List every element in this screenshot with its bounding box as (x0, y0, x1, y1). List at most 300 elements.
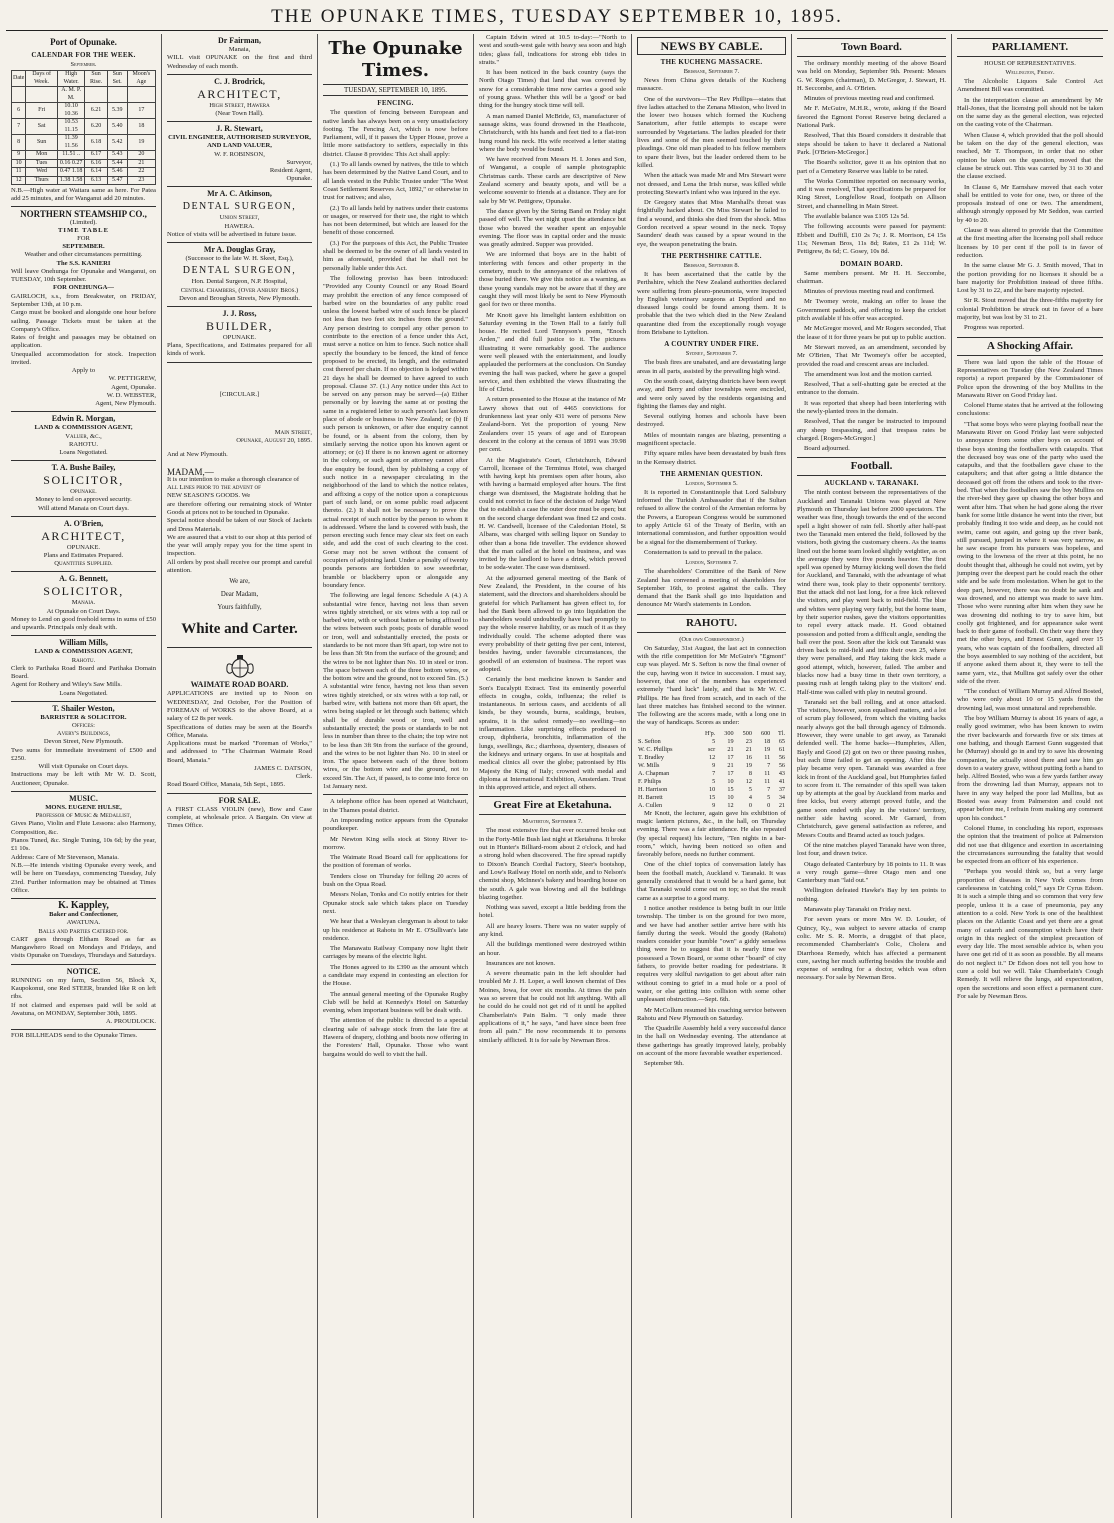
ross-ad (167, 307, 312, 363)
rahotu-heading: RAHOTU. (637, 614, 786, 633)
bailey-line-2: Money to lend on approved security. (35, 496, 132, 504)
table-row (12, 168, 156, 177)
kappley-ad (11, 899, 156, 965)
kucheng-heading: THE KUCHENG MASSACRE. (660, 58, 763, 66)
paragraph: Several outlying homes and schools have been destroyed. (637, 413, 786, 429)
steamship-for-onehunga: FOR ONEHUNGA— (53, 284, 114, 292)
table-row (637, 762, 786, 770)
table-cell: 16 (745, 753, 752, 761)
paragraph: When Clause 4, which provided that the poll should be taken on the day of the general election, was reached, Mr T. Thompson, in order that no other opinion be taken on the question, moved that the clause be struck out. This was carried by 31 to 30 and the clause excised. (957, 131, 1103, 181)
paragraph: Resolved, That the ranger be instructed to impound any sheep trespassing, and that trespass rates be charged. [Rogers-McGregor.] (797, 418, 946, 442)
table-row (637, 778, 786, 786)
cal-header: Date (12, 71, 26, 87)
paragraph: The shareholders' Committee of the Bank of New Zealand has convened a meeting of shareholders for September 16th, to protest against the calls. They demand that the Bank shall go into liquidation and denounce Mr Ward's statements in London. (637, 568, 786, 609)
music-line-1: Professor of Music & Medallist, (35, 812, 132, 820)
table-cell: 9 (712, 801, 716, 809)
table-cell: 5.43 (107, 151, 127, 160)
mills-name: William Mills, (59, 638, 108, 648)
paragraph: We hear that a Wesleyan clergyman is about to take up his residence at Rahotu in Mr E. O'Sullivan's late residence. (323, 918, 468, 942)
shocking-affair-article (957, 359, 1103, 1002)
bennett-line-1: Manaia. (71, 599, 96, 607)
bennett-name: A. G. Bennett, (59, 574, 108, 584)
paragraph: The following accounts were passed for payment: Ebbett and Duffill, £10 2s 7s; J. R. Morrison, £4 15s 11s; Newman Bros, 11s 8d; Rates, £1 2s 11d; W. Pettigrew, 8s 6d; C. Gosey, 10s 8d. (797, 223, 946, 256)
paragraph: We have received from Messrs H. I. Jones and Son, of Wanganui, a couple of sample photographic Christmas cards. These cards are descriptive of New Zealand scenery and beauty spots, and will be a welcome souvenir to friends at a distance. They are for sale by Mr W. Pettigrew, Opunake. (479, 156, 626, 205)
paragraph: A man named Daniel McBride, 63, manufacturer of sausage skins, was found drowned in the Heathcote, Christchurch, with his hands and feet tied to a flat-iron hung round his neck. His wife received a letter stating where the body would be found. (479, 112, 626, 153)
atkinson-line-3: Notice of visits will be advertised in future issue. (167, 230, 297, 238)
table-cell: Wed (26, 168, 58, 177)
paragraph: There was laid upon the table of the House of Representatives on Tuesday (the New Zealand Times reports) a report prepared by the Commissioner of Police upon the drowning of the boy Mullins in the Manawatu River on Good Friday last. (957, 358, 1103, 399)
weston-line-4: Two sums for immediate investment of £500 and £250. (11, 746, 156, 762)
shocking-affair-heading: A Shocking Affair. (957, 337, 1103, 356)
paragraph: The question of fencing between European and native lands has always been on a very unsatisfactory footing. The Fencing Act, which is now before Parliament, will, if it passes the Upper House, prove a little more satisfactory to settlers, especially in this district. Clause 8 provides: This Act shall apply: (323, 109, 468, 158)
paragraph: It has been noticed in the back country (says the North Otago Times) that land that was covered by snow for a considerable time now carries a good sole of young grass. Whether this will be a 'good' or bad thing for the hungry stock time will tell. (479, 69, 626, 110)
rahotu-article-continued (637, 810, 786, 1069)
gray-ad (167, 243, 312, 307)
table-cell: 12 (727, 801, 734, 809)
paragraph: Same members present. Mr H. H. Seccombe, chairman. (797, 269, 946, 285)
paragraph: At the Magistrate's Court, Christchurch, Edward Carroll, licensee of the Terminus Hotel, was charged with having kept his premises open after hours, also with having a barmaid employed after hours. The first charge was dismissed, the Magistrate holding that he could not convict in face of the decision of Judge Ward that to establish a case the outer door must be open; but on the second charge defendant was fined £2 and costs. H. W. Candwell, licensee of the Caledonian Hotel, St Albans, was charged with selling liquor on Sunday to other than a bona fide traveller. The evidence showed that the man called at the hotel on business, and was invited by the landlord to have a drink, which proved to be soda-water. The case was dismissed. (479, 456, 626, 572)
ross-line-2: Plans, Specifications, and Estimates prepared for all kinds of work. (167, 342, 312, 358)
waimate-ad (167, 648, 312, 793)
steamship-cargo: Cargo must be booked and alongside one hour before sailing. Passage Tickets must be taken at the Company's Office. (11, 309, 156, 333)
paragraph: The Board's solicitor, gave it as his opinion that no part of a Cemetery Reserve was liable to be rated. (797, 159, 946, 175)
table-cell: 17 (727, 769, 734, 777)
table-cell: 5 (712, 777, 716, 785)
paragraph: An impounding notice appears from the Opunake poundkeeper. (323, 816, 468, 833)
table-cell: 9 (712, 761, 716, 769)
weston-trade: BARRISTER & SOLICITOR. (40, 713, 127, 721)
paragraph: Messrs Nolan, Tonks and Co notify entries for their Opunake stock sale which takes place on Tuesday next. (323, 891, 468, 915)
paragraph: A severe rheumatic pain in the left shoulder had troubled Mr J. H. Loper, a well known chemist of Des Moines, Iowa, for over six months. At times the pain was so severe that he could not lift anything. With all he could do he could not get rid of it until he applied Chamberlain's Pain Balm. "I only made three applications of it," he says, "and have since been free from all pain." He now recommends it to persons similarly afflicted. It is for sale by Newman Bros. (479, 970, 626, 1044)
circular-label: [CIRCULAR.] (219, 390, 260, 398)
domain-board-article (797, 270, 946, 454)
music-line-5: N.B.—He intends visiting Opunake every week, and will be here on Tuesdays, commencing Tuesday, July 23rd. Further information may be obtained at Times Office. (11, 861, 156, 894)
kucheng-article (637, 77, 786, 249)
stewart-line-4: Opunake. (286, 175, 312, 183)
paragraph: Wellington defeated Hawke's Bay by ten points to nothing. (797, 887, 946, 903)
fairman-body: WILL visit OPUNAKE on the first and third Wednesday of each month. (167, 54, 312, 70)
town-board-heading: Town Board. (797, 38, 946, 57)
paragraph: At the adjourned general meeting of the Bank of New Zealand, the President, in the course of his statement, said the directors and shareholders should be grateful for which Parliament has given effect to, for had the Bank been allowed to go into liquidation the shareholders would undoubtedly have had promptly to pay the whole reserve liability, or as much of it as they individually could. The scheme adopted there was every probability of their getting five per cent, interest, besides having, under favorable circumstances, the goodwill of an extension of business. The report was adopted. (479, 574, 626, 673)
general-news (479, 34, 626, 792)
circular-para-5: Special notice should be taken of our Stock of Jackets and Dress Materials. (167, 517, 312, 533)
obrien-trade: ARCHITECT, (41, 528, 126, 543)
paragraph: The Waimate Road Board call for applications for the position of foreman of works. (323, 854, 468, 870)
brodrick-ad (167, 75, 312, 122)
fairman-name: Dr Fairman, (218, 36, 261, 45)
parliament-subheading: HOUSE OF REPRESENTATIVES. (984, 60, 1076, 67)
mills-line-2: Clerk to Parihaka Road Board and Parihaka Domain Board. (11, 664, 156, 681)
table-cell: 5.40 (107, 119, 127, 135)
table-cell: 19 (745, 761, 752, 769)
mills-line-3: Agent for Rothery and Wiley's Saw Mills. (11, 681, 122, 689)
table-cell: 0 (767, 801, 771, 809)
table-cell: 56 (778, 753, 785, 761)
bailey-name: T. A. Bushe Bailey, (51, 463, 116, 473)
table-cell: 10.10 10.36 (57, 103, 84, 119)
steamship-agent-1: W. PETTIGREW, (108, 375, 156, 383)
paragraph: "That some boys who were playing football near the Manawatu River on Good Friday last were subjected to annoyance from some other boys on account of these boys stoning the footballers with catapults. That the deceased boy was one of the party who used the catapults, and that the footballers gave chase to the catapulters; and that after going a little distance the deceased got off from the others and took to the river-bed. That when the footballers saw the boy Mullins on the river-bed they gave up chasing the other boys and went after him. That when he had gone along the river bank for some little distance he went into the river, but probably finding it too wide and deep, as he could not swim, came out again, and going up the river bank, still pursued, jumped in where it was very narrow, as he saw escape from his pursuers was hopeless, and owing to the lowness of the river at this point, he no doubt thought that, although he could not swim, yet by jumping over the deepest part he could reach the other side and be safe from molestation. When he got to the deep part, however, there was no doubt he sank and was drowned, and no attempt was made to save him. Those who were running after him when they saw he was drowning did nothing to try to save him, but coolly got frightened, and for appearance sake went back to their game of football. On their way there they met the other boys, and Ernest Gunn, aged over 15 years, who was captain of the footballers, directed all the boys assembled to say nothing of the accident, but if anyone asked them about it, they were to tell the same yarn, viz., that Mullins got safely over the other side of the river. (957, 420, 1103, 685)
notice-title: NOTICE. (66, 966, 101, 976)
paragraph: We are informed that boys are in the habit of interfering with fences and other property in the cemetery, much to the annoyance of the relatives of those buried there. We give this notice as a warning, as these young vandals may not be aware that if they are caught they will most likely be sent to New Plymouth gaol for two or three months. (479, 251, 626, 309)
waimate-signature-role: Clerk. (295, 773, 312, 781)
kappley-line-2: Balls and Parties Catered for. (38, 927, 129, 935)
table-cell: 10 (12, 159, 26, 168)
table-cell: 18 (764, 737, 771, 745)
steamship-rates: Rates of freight and passages may be obtained on application. (11, 334, 156, 350)
perthshire-heading: THE PERTHSHIRE CATTLE. (661, 251, 762, 260)
brodrick-name: C. J. Brodrick, (214, 76, 265, 86)
table-cell: 34 (778, 793, 785, 801)
paragraph: Of the nine matches played Taranaki have won three, lost four, and drawn twice. (797, 841, 946, 858)
table-cell: 8 (12, 135, 26, 151)
local-news (323, 798, 468, 1059)
paragraph: In the same clause Mr G. J. Smith moved, That in the portion providing for no licenses it should be a bare majority for Prohibition instead of three fifths. Lost by 31 to 22, and the bare majority rejected. (957, 262, 1103, 295)
table-cell: 11 (764, 753, 771, 761)
divider (323, 794, 468, 795)
table-cell: 5 (712, 737, 716, 745)
domain-board-heading: DOMAIN BOARD. (840, 259, 903, 268)
paragraph: One of the chief topics of conversation lately has been the football match, Auckland v. Taranaki. It was generally considered that it would be a hard game, but that Taranaki would come out on top; so that the result came as a surprise to a good many. (637, 861, 786, 902)
weston-line-6: Instructions may be left with Mr W. D. Scott, Auctioneer, Opunake. (11, 771, 156, 787)
column-6 (792, 34, 952, 1518)
music-title: MUSIC. (69, 794, 98, 804)
stewart-line-3: Resident Agent, (269, 167, 312, 175)
country-fire-place: Sydney, September 7. (685, 350, 738, 358)
paragraph: Mr Knott, the lecturer, again gave his exhibition of magic lantern pictures, &c., in the hall, on Thursday evening. There was a fair attendance. He also repeated (by special request) his lecture, "Ten nights in a bar-room," which, having been noticed so often and favorably before, needs no further comment. (637, 809, 786, 859)
cal-header: Sun Set. (107, 71, 127, 87)
table-cell: 19 (127, 135, 155, 151)
notice-body-2: If not claimed and expenses paid will be sold at Awatuna, on MONDAY, September 30th, 1895. (11, 1001, 156, 1017)
paragraph: Colonel Hume, in concluding his report, expresses the opinion that the treatment of police at Palmerston did not use that diligence and exertion in ascertaining the circumstances surrounding the fatality that would be expected from an officer of his experience. (957, 824, 1103, 866)
stewart-line-2: Surveyor, (286, 158, 312, 166)
paragraph: Otago defeated Canterbury by 18 points to 11. It was a very rough game—three Otago men and one Canterbury man "laid out." (797, 860, 946, 885)
paragraph: The Hones agreed to its £390 as the amount which a candidate may expend in contesting an election for the House. (323, 963, 468, 988)
steamship-agent-2: W. D. WEBSTER, (106, 391, 156, 399)
table-cell: 5.39 (107, 103, 127, 119)
table-cell: 12 (12, 176, 26, 185)
table-cell: 21 (727, 745, 734, 753)
billheads-ad (11, 1030, 156, 1043)
fencing-article (323, 109, 468, 791)
paragraph: Dr Gregory states that Miss Marshall's throat was frightfully hacked about. On Miss Stewart he failed to find a wound, and thinks she died from the shock. Miss Gordon received a spear wound in the neck. Topsy Saunders' death was caused by a spear wound in the eye, the weapon penetrating the brain. (637, 199, 786, 248)
rahotu-correspondent: (Our own Correspondent.) (679, 635, 744, 643)
table-cell: 6 (12, 103, 26, 119)
table-cell: 7 (12, 119, 26, 135)
weston-name: T. Shailer Weston, (52, 703, 115, 713)
table-cell: S. Sefton (638, 737, 661, 745)
kappley-trade: Baker and Confectioner, (49, 911, 118, 919)
table-cell: A. Chapman (638, 769, 670, 777)
paragraph: Sir R. Stout moved that the three-fifths majority for colonial Prohibition be struck out in favor of a bare majority, but was lost by 31 to 21. (957, 297, 1103, 322)
paragraph: The attention of the public is directed to a special clearing sale of salvage stock from the late fire at Hawera of drapery, clothing and boots now offering in the Foresters' Hall, Opunake. Those who want bargains would do well to visit the hall. (323, 1017, 468, 1058)
paragraph: The bush fires are unabated, and are devastating large areas in all parts, assisted by the prevailing high wind. (637, 359, 786, 375)
table-cell: 9 (12, 151, 26, 160)
for-sale-title: FOR SALE. (218, 795, 261, 805)
weston-line-2: Avery's Buildings, (56, 730, 111, 738)
paragraph: Colonel Hume states that he arrived at the following conclusions: (957, 402, 1103, 418)
cal-header: Days of Week. (26, 71, 58, 87)
obrien-line-3: Quantities Supplied. (54, 560, 113, 568)
obrien-line-2: Plans and Estimates Prepared. (43, 551, 124, 559)
perthshire-place: Brisbane, September 8. (683, 261, 740, 269)
table-cell: 65 (778, 737, 785, 745)
stewart-trade: CIVIL ENGINEER, AUTHORISED SURVEYOR, AND LAND VALUER, (168, 134, 311, 150)
town-board-article (797, 60, 946, 257)
music-line-2: Gives Piano, Violin and Flute Lessons: also Harmony, Composition, &c. (11, 820, 156, 836)
paragraph: Certainly the best medicine known is Sander and Son's Eucalypti Extract. Test its eminently powerful effects in coughs, colds, influenza; the relief is instantaneous. In serious cases, and accidents of all kinds, be they wounds, burns, scaldings, bruises, sprains, it is the safest remedy—no swelling—no inflammation. Like surprising effects produced in croup, diphtheria, bronchitis, inflammation of the lungs, swellings, &c.; diarrhoea, dysentery, diseases of the kidneys and urinary organs. In use at hospitals and medical clinics all over the globe; patronised by His Majesty the King of Italy; crowned with medal and diploma at International Exhibition, Amsterdam. Trust in this approved article, and reject all others. (479, 676, 626, 792)
paragraph: Insurances are not known. (486, 959, 556, 967)
paragraph: Clause 8 was altered to provide that the Committee at the first meeting after the licensing poll shall reduce licenses by 10 per cent if the poll is in favor of reduction. (957, 227, 1103, 259)
country-fire-heading: A COUNTRY UNDER FIRE. (664, 340, 759, 349)
steamship-ad (11, 206, 156, 413)
circular-para-2: All Lines prior to the advent of (167, 484, 261, 492)
football-article (797, 489, 946, 982)
paragraph: Minutes of previous meeting read and confirmed. (804, 95, 935, 103)
cable-heading: NEWS BY CABLE. (637, 37, 786, 55)
circular-para-3: NEW SEASON'S GOODS. We (167, 492, 251, 500)
gray-line-2: Central Chambers, (Over Anbury Bros.) (180, 286, 299, 294)
atkinson-name: Mr A. C. Atkinson, (207, 189, 272, 199)
paragraph: The Quadrille Assembly held a very successful dance in the hall on Wednesday evening. The attendance at these gatherings has greatly improved lately, probably on account of the more favorable weather experienced. (637, 1025, 786, 1058)
armenian-heading: THE ARMENIAN QUESTION. (660, 469, 763, 478)
table-row (12, 151, 156, 160)
cal-header: Moon's Age (127, 71, 155, 87)
table-cell: Sun (26, 135, 58, 151)
gray-trade: DENTAL SURGEON, (182, 265, 297, 277)
armenian-article (637, 489, 786, 557)
paragraph: The following are legal fences: Schedule A (4.) A substantial wire fence, having not less than seven wires tightly stretched, or six wires with a top rail or barbed wire, with or without batten or being affixed to the wires between such posts; posts of durable wood or iron, well and substantially erected, the posts or standards to be not more than 9ft apart, top wire not to be less than 3ft 9in from the surface of the ground; and the wires to be not lighter than No. 10 in steel or iron. The space between each of the three bottom wires, or the bottom wire and the ground, not to exceed 5in. (5.) A substantial wire fence, having not less than seven wires tightly stretched, or six wires with a top rail, or barbed wire, with battens not more than 6ft apart, the wires being stapled or let through such battens; which shall be of durable wood or iron, well and substantially erected; the posts or standards to be not less in number than three to the chain; the top wire not to be less than 3ft 9in from the surface of the ground, and the wires to be not lighter than No. 10 in steel or iron. The space between each of the three bottom wires, or the bottom wire and the ground, not to exceed 5in. The Act, if passed, is to come into force on 1st January next. (323, 592, 468, 791)
paragraph: It was reported that sheep had been interfering with the newly-planted trees in the domain. (797, 399, 946, 415)
fire-place: Masterton, September 7. (522, 818, 583, 826)
gray-line-3: Devon and Broughan Streets, New Plymouth. (179, 294, 300, 302)
fencing-heading: FENCING. (377, 99, 414, 108)
kappley-line-3: CART goes through Eltham Road as far as Mangawhero Road on Mondays and Fridays, and visits Opunake on Tuesdays, Thursdays and Saturdays. (11, 935, 156, 960)
calendar-title: CALENDAR FOR THE WEEK. (31, 51, 136, 59)
paragraph: The available balance was £105 12s 5d. (804, 213, 909, 221)
morgan-line-1: Valuer, &c., (65, 432, 102, 440)
paragraph: (3.) For the purposes of this Act, the Public Trustee shall be deemed to be the owner of all lands vested in him as aforesaid, provided that he shall not be personally liable under this Act. (323, 239, 468, 272)
paragraph: Resolved, That this Board considers it desirable that steps should be taken to have it declared a National Park. [O'Brien-McGregor.] (797, 132, 946, 156)
table-row (12, 159, 156, 168)
armenian-place: London, September 5. (685, 479, 738, 487)
country-fire-article (637, 359, 786, 467)
fire-article (479, 827, 626, 1044)
table-cell: 6.20 (85, 119, 107, 135)
circular-ad (167, 363, 312, 649)
paragraph: Consternation is said to prevail in the palace. (644, 548, 763, 556)
table-cell: 23 (127, 176, 155, 185)
waimate-title: WAIMATE ROAD BOARD. (190, 680, 289, 690)
paragraph: The ordinary monthly meeting of the above Board was held on Monday, September 9th. Present: Messrs G. W. Rogers (chairman), D. McGregor, J. Stewart, H. H. Seccombe, and A. O'Brien. (797, 60, 946, 92)
steamship-apply: Apply to (71, 367, 96, 375)
paragraph: In Clause 6, Mr Earnshaw moved that each voter shall be entitled to vote for one, two, or three of the proposals instead of one or two. The amendment, although strongly opposed by Mr Seddon, was carried by 40 to 20. (957, 183, 1103, 224)
kappley-line-1: AWATUNA. (66, 919, 101, 927)
dateline: TUESDAY, SEPTEMBER 10, 1895. (323, 84, 468, 96)
morgan-name: Edwin R. Morgan, (51, 414, 116, 424)
table-cell: 6.18 (85, 135, 107, 151)
ross-trade: BUILDER, (206, 318, 273, 333)
weston-line-1: Offices: (72, 722, 95, 730)
table-cell: 23 (745, 737, 752, 745)
obrien-line-1: OPUNAKE. (66, 543, 101, 551)
paragraph: Manawatu play Taranaki on Friday next. (804, 906, 912, 914)
table-row (637, 802, 786, 810)
paragraph: The Works Committee reported on necessary works, and it was resolved, That specifications be prepared for King Street, Longfellow Road, footpath on Allison Street, and channelling in Main Street. (797, 177, 946, 210)
column-7 (952, 34, 1108, 1518)
fairman-line-1: Manaia, (228, 46, 251, 53)
table-cell: 7 (767, 785, 771, 793)
table-header-cell: 300 (724, 729, 734, 737)
table-row (637, 786, 786, 794)
notice-body: RUNNING on my farm, Section 56, Block X, Kaupokonui, one Red STEER, branded like R on left ribs. (11, 976, 156, 1001)
paragraph: I notice another residence is being built in our little township. The timber is on the ground for two more, and we have had another settler arrive here with his family during the week. Would the goody (Rahotu) readers consider your humble "own" a giddy senseless thing were he to suggest that it is nearly time we possessed a Town Board, or some other "board" of city fathers, to provide better roading for pedestrians. It requires very skilful navigation to get about after rain without coming to grief in a mud hole or a pool of water, or else getting into collision with some other unpleasant obstruction.—Sept. 6th. (637, 904, 786, 1004)
table-cell: 10.53 11.15 (57, 119, 84, 135)
morgan-line-3: Loans Negotiated. (59, 448, 108, 456)
for-sale-body: A FIRST CLASS VIOLIN (new), Bow and Case complete, at wholesale price. A Bargain. On view at Times Office. (167, 805, 312, 830)
atkinson-line-1: Union Street, (219, 214, 260, 222)
table-row (12, 135, 156, 151)
mills-line-4: Loans Negotiated. (59, 689, 108, 697)
circular-para-1: It is our intention to make a thorough clearance of (167, 475, 300, 483)
steamship-timetable: TIME TABLE (58, 226, 109, 234)
masthead: THE OPUNAKE TIMES, TUESDAY SEPTEMBER 10, 1895. (6, 4, 1108, 31)
paragraph: The ninth contest between the representatives of the Auckland and Taranaki Unions was played at New Plymouth on Thursday last before 2000 spectators. The weather was fine, though towards the end of the second spell a light shower of rain fell. Shortly after half-past two the Taranaki men entered the field, followed by the visitors, both giving the customary cheers. As the teams lined out the home team looked slightly weightier, as on the average they were five pounds heavier. The first spell was opened by Murray kicking well down the field for Auckland, and Taranaki, with the advantage of what wind there was, took play to their opponents' territory. But the attack did not last long, for a free kick relieved the visitors, and play went back to mid-field. The blue and whites were playing very fairly, but the home team, by their superior rushes, gave the visitors opportunities to repel every attack made. H. Good obtained possession and potted from a difficult angle, sending the ball over the post. Soon after the kick out Taranaki was driven back to mid-field and into their own 25, where they were penalised, and Hay taking the kick made a good attempt, which, however, failed. The amber and blacks now had a busy time in their own territory, a passing rush at length taking play to the visitors' end. Half-time was called with play in neutral ground. (797, 489, 946, 696)
steamship-name: NORTHERN STEAMSHIP CO., (20, 208, 147, 219)
circular-address-1: Main Street, (274, 428, 312, 436)
table-cell: 11 (764, 769, 771, 777)
steamship-agent-2-place: Agent, New Plymouth. (95, 400, 156, 408)
paragraph: All are heavy losers. There was no water supply of any kind. (479, 922, 626, 938)
table-header-cell: Tl. (777, 729, 785, 737)
atkinson-ad (167, 187, 312, 243)
music-line-3: Pianos Tuned, &c. Single Tuning, 10s 6d; by the year, £1 10s. (11, 837, 156, 853)
music-ad (11, 792, 156, 899)
table-cell: 19 (727, 737, 734, 745)
notice-signature: A. PROUDLOCK. (105, 1018, 156, 1026)
circular-new-plymouth: And at New Plymouth. (167, 451, 228, 459)
cal-header: High Water. (57, 71, 84, 87)
table-cell: W. C. Phillips (638, 745, 673, 753)
kappley-name: K. Kappley, (58, 900, 109, 912)
mills-ad (11, 636, 156, 702)
bailey-line-3: Will attend Manaia on Court days. (38, 504, 129, 512)
table-cell: 41 (778, 777, 785, 785)
paragraph: Board adjourned. (804, 445, 850, 453)
table-cell: W. Mills (638, 761, 660, 769)
stewart-name: J. R. Stewart, (216, 124, 263, 134)
table-cell: 5.46 (107, 168, 127, 177)
table-cell: A. Cullen (638, 801, 663, 809)
paragraph: Resolved, That a self-shutting gate be erected at the entrance to the domain. (797, 381, 946, 397)
royal-crest-icon (223, 653, 257, 679)
table-cell: 11.51 .. (57, 151, 84, 160)
morgan-trade: LAND & COMMISSION AGENT, (34, 424, 133, 432)
table-cell: 20 (127, 151, 155, 160)
table-row (637, 794, 786, 802)
table-cell: 6.14 (85, 168, 107, 177)
bennett-trade: SOLICITOR, (43, 584, 124, 599)
columns (6, 34, 1108, 1518)
ross-line-1: OPUNAKE. (222, 333, 257, 341)
paragraph: "The conduct of William Murray and Alfred Bosted, who were only about 10 or 15 yards from the drowning lad, was most unnatural and reprehensible. (957, 688, 1103, 712)
table-cell: 22 (127, 168, 155, 177)
gray-line-0: (Successor to the late W. H. Skeet, Esq.), (185, 255, 294, 263)
steamship-accommodation: Unequalled accommodation for stock. Inspection invited. (11, 350, 156, 366)
table-cell: H. Barrett (638, 793, 663, 801)
column-4 (474, 34, 632, 1518)
table-cell: Sat (26, 119, 58, 135)
bailey-line-1: Opunake. (70, 488, 97, 496)
weston-line-5: Will visit Opunake on Court days. (38, 763, 129, 771)
steamship-for: FOR (77, 235, 90, 242)
table-header-cell (637, 730, 696, 738)
paragraph: The amendment was lost and the motion carried. (804, 370, 933, 378)
table-cell: 6.13 (85, 176, 107, 185)
paragraph: September 9th. (644, 1060, 684, 1068)
paragraph: Taranaki set the ball rolling, and at once attacked. The visitors, however, soon equalised matters, and a lot of scrum play followed, from which the visiting backs nearly always got the ball through agency of Edmonds. However, they were unable to get away, as Taranaki defended well. The home backs—Humphries, Allen, Bayly and Good (2) got on two or three passing rushes, but each time failed to get an opening. After this the play became very open. Taranaki was awarded a free kick in front of the Auckland goal, but Humphries failed to score from it. The remainder of this spell was taken up by attempts at the goal by Auckland from marks and free kicks, but every attempt proved futile, and the game soon ended with play in the visitors' territory, neither side having scored. Mr Garrard, from Christchurch, gave general satisfaction as referee, and Messrs Coutts and Bramd acted as touch judges. (797, 698, 946, 839)
ross-name: J. J. Ross, (222, 308, 257, 318)
tide-calendar-body (12, 103, 156, 185)
table-cell: 7 (767, 761, 771, 769)
kucheng-place: Brisbane, September 7. (683, 68, 740, 75)
paragraph: Fifty square miles have been devastated by bush fires in the Kemsey district. (637, 450, 786, 466)
paragraph: One of the survivors—The Rev Phillips—states that five ladies attached to the Zenana Mission, who lived in the lower two houses which formed the Kucheng Sanatorium, after futile attempts to escape were surrounded by Vegetarians. The ladies pleaded for their lives and some of the men seemed touched by their pleadings. One old man pleaded to his fellow members to spare their lives, but the leader ordered them to be killed. (637, 95, 786, 169)
circular-madam: MADAM,— (167, 466, 214, 477)
paragraph: Captain Edwin wired at 10.5 to-day:—"North to west and south-west gale with heavy sea soon and high tides; glass fall, indications for strong ebb tides in straits." (479, 34, 626, 66)
steamship-gairloch: GAIRLOCH, s.s., from Breakwater, on FRIDAY, September 13th, at 10 p.m. (11, 292, 156, 308)
table-cell: 4 (748, 793, 752, 801)
column-3 (318, 34, 474, 1518)
table-row (12, 103, 156, 119)
circular-para-4: are therefore offering our remaining stock of Winter Goods at prices not to be touched in Opunake. (167, 500, 312, 516)
paragraph: The Manawatu Railway Company now light their carriages by means of the electric light. (323, 945, 468, 961)
cal-header: Sun Rise. (85, 71, 107, 87)
table-cell: 0.16 0.27 (57, 159, 84, 168)
mills-line-1: Rahotu. (71, 656, 96, 664)
circular-yours: Yours faithfully, (217, 604, 262, 612)
circular-we-are: We are, (229, 578, 250, 586)
obrien-ad (11, 517, 156, 573)
table-cell: 10 (709, 785, 716, 793)
table-cell: 5 (767, 793, 771, 801)
table-cell: 11.39 11.56 (57, 135, 84, 151)
circular-para-6: We are assured that a visit to our shop at this period of the year will amply repay you for the time spent in inspection. (167, 533, 312, 558)
bennett-line-3: Money to Lend on good freehold terms in sums of £50 and upwards. Principals only dealt with. (11, 615, 156, 632)
table-cell: 15 (709, 793, 716, 801)
table-cell: 11 (12, 168, 26, 177)
column-2 (162, 34, 318, 1518)
bailey-trade: SOLICITOR, (43, 473, 124, 488)
brodrick-line-1: High Street, Hawera (209, 101, 270, 109)
morgan-line-2: RAHOTU. (68, 440, 99, 448)
table-cell: F. Philips (638, 777, 662, 785)
bailey-ad (11, 461, 156, 517)
table-cell: 11 (764, 777, 771, 785)
cal-ampm: A. M. P. M. (57, 87, 84, 103)
paragraph: It is reported in Constantinople that Lord Salisbury informed the Turkish Ambassador that if the Sultan refused to allow the control of the Armenian reforms by the Powers, a European Congress would be summoned to apply Article 61 of the Treaty of Berlin, with an international commission, and further opposition would be a signal for the dismemberment of Turkey. (637, 488, 786, 546)
fire-heading: Great Fire at Eketahuna. (479, 796, 626, 815)
circular-para-7: All orders by post shall receive our prompt and careful attention. (167, 558, 312, 575)
table-cell: 21 (727, 761, 734, 769)
rifle-scores-table (637, 730, 786, 810)
table-cell: 18 (127, 119, 155, 135)
table-cell: 61 (778, 745, 785, 753)
parliament-article (957, 78, 1103, 333)
table-cell: Mon (26, 151, 58, 160)
table-header-cell: 500 (742, 729, 752, 737)
paragraph: For seven years or more Mrs W. D. Louder, of Quincy, Ky., was subject to severe attacks of cramp colic. Mr S. R. Morris, a druggist of that place, recommended Chamberlain's Colic, Cholera and Diarrhoea Remedy, which has affected a permanent cure, saving her much suffering besides the trouble and expense of sending for a doctor, which was often necessary. For sale by Newman Bros. (797, 916, 946, 982)
